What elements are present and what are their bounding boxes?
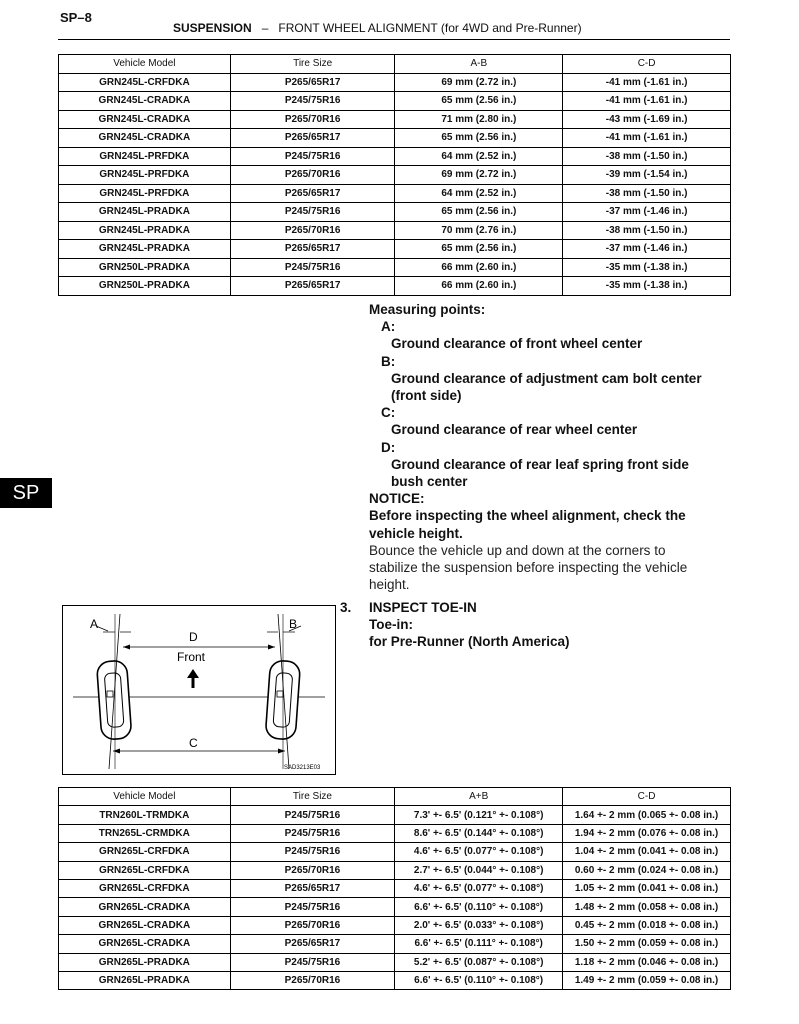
table-row: [59, 277, 731, 296]
table-cell: 1.94 +- 2 mm (0.076 +- 0.08 in.): [563, 824, 731, 842]
table-row: [59, 971, 731, 989]
table-cell: GRN250L-PRADKA: [59, 277, 231, 296]
table-cell: GRN265L-PRADKA: [59, 953, 231, 971]
table-cell: -41 mm (-1.61 in.): [563, 92, 731, 111]
label-b: B: [289, 617, 298, 631]
table-cell: P265/70R16: [230, 916, 395, 934]
point-c-label: C:: [381, 405, 396, 421]
table-cell: 64 mm (2.52 in.): [395, 184, 563, 203]
table-cell: 70 mm (2.76 in.): [395, 221, 563, 240]
table-row: [59, 824, 731, 842]
table-cell: -43 mm (-1.69 in.): [563, 110, 731, 129]
point-b-text-cont: (front side): [391, 388, 462, 404]
table-cell: P265/70R16: [230, 221, 395, 240]
table-cell: P245/75R16: [230, 824, 395, 842]
table-cell: 2.7' +- 6.5' (0.044° +- 0.108°): [395, 861, 563, 879]
table-cell: P265/65R17: [230, 935, 395, 953]
table-cell: 69 mm (2.72 in.): [395, 166, 563, 185]
column-header: Tire Size: [230, 788, 395, 806]
column-header: Vehicle Model: [59, 788, 231, 806]
label-front: Front: [177, 650, 206, 664]
table-row: [59, 203, 731, 222]
measuring-points-block: [369, 301, 729, 593]
table-cell: 65 mm (2.56 in.): [395, 203, 563, 222]
table-cell: P245/75R16: [230, 843, 395, 861]
table-cell: GRN250L-PRADKA: [59, 258, 231, 277]
table-cell: GRN245L-CRFDKA: [59, 73, 231, 92]
table-row: [59, 92, 731, 111]
table-cell: P245/75R16: [230, 92, 395, 111]
page-header: [173, 21, 582, 35]
table-row: [59, 861, 731, 879]
section-subtitle: FRONT WHEEL ALIGNMENT (for 4WD and Pre-Runner): [278, 21, 582, 35]
table-cell: 1.50 +- 2 mm (0.059 +- 0.08 in.): [563, 935, 731, 953]
table-cell: 4.6' +- 6.5' (0.077° +- 0.108°): [395, 879, 563, 897]
table-cell: 4.6' +- 6.5' (0.077° +- 0.108°): [395, 843, 563, 861]
table-cell: P265/70R16: [230, 861, 395, 879]
header-rule: [58, 39, 730, 40]
table-cell: GRN265L-CRFDKA: [59, 861, 231, 879]
toe-in-scope: for Pre-Runner (North America): [369, 634, 570, 650]
table-row: [59, 110, 731, 129]
step-number: 3.: [340, 600, 352, 615]
table-cell: 1.05 +- 2 mm (0.041 +- 0.08 in.): [563, 879, 731, 897]
table-row: [59, 258, 731, 277]
toe-in-label: Toe-in:: [369, 617, 413, 633]
table-cell: P245/75R16: [230, 953, 395, 971]
table-cell: P245/75R16: [230, 806, 395, 824]
table-cell: -35 mm (-1.38 in.): [563, 277, 731, 296]
table-cell: 1.49 +- 2 mm (0.059 +- 0.08 in.): [563, 971, 731, 989]
vehicle-height-table: [58, 54, 731, 296]
table-row: [59, 73, 731, 92]
table-cell: TRN265L-CRMDKA: [59, 824, 231, 842]
table-row: [59, 221, 731, 240]
step-title: INSPECT TOE-IN: [369, 600, 477, 615]
measuring-points-title: Measuring points:: [369, 302, 486, 317]
table-cell: GRN265L-CRFDKA: [59, 843, 231, 861]
section-title: SUSPENSION: [173, 21, 252, 35]
table-cell: 8.6' +- 6.5' (0.144° +- 0.108°): [395, 824, 563, 842]
figure-code: SAD3213E03: [284, 765, 321, 771]
table-cell: -37 mm (-1.46 in.): [563, 203, 731, 222]
point-a-label: A:: [381, 319, 396, 335]
table-cell: GRN245L-PRFDKA: [59, 166, 231, 185]
point-b-label: B:: [381, 353, 396, 369]
column-header: A+B: [395, 788, 563, 806]
notice-title: NOTICE:: [369, 491, 425, 507]
notice-bold-line-2: vehicle height.: [369, 525, 463, 541]
page-number: SP–8: [60, 10, 92, 25]
point-d-text-cont: bush center: [391, 474, 468, 490]
table-cell: GRN245L-PRADKA: [59, 221, 231, 240]
table-cell: P245/75R16: [230, 258, 395, 277]
table-cell: -39 mm (-1.54 in.): [563, 166, 731, 185]
column-header: Vehicle Model: [59, 55, 231, 74]
toe-in-diagram: [62, 605, 336, 775]
table-row: [59, 953, 731, 971]
table-cell: 5.2' +- 6.5' (0.087° +- 0.108°): [395, 953, 563, 971]
table-cell: 1.48 +- 2 mm (0.058 +- 0.08 in.): [563, 898, 731, 916]
table-cell: P265/65R17: [230, 73, 395, 92]
table-cell: 1.64 +- 2 mm (0.065 +- 0.08 in.): [563, 806, 731, 824]
column-header: C-D: [563, 788, 731, 806]
section-tab: SP: [0, 478, 52, 508]
table-cell: P265/65R17: [230, 129, 395, 148]
table-cell: -37 mm (-1.46 in.): [563, 240, 731, 259]
column-header: A-B: [395, 55, 563, 74]
table-cell: GRN265L-CRADKA: [59, 898, 231, 916]
table-cell: 66 mm (2.60 in.): [395, 258, 563, 277]
table-cell: 1.04 +- 2 mm (0.041 +- 0.08 in.): [563, 843, 731, 861]
table-row: [59, 184, 731, 203]
point-c-text: Ground clearance of rear wheel center: [391, 422, 638, 438]
table-cell: P265/70R16: [230, 971, 395, 989]
table-row: [59, 916, 731, 934]
table-cell: 66 mm (2.60 in.): [395, 277, 563, 296]
table-cell: GRN245L-CRADKA: [59, 92, 231, 111]
column-header: C-D: [563, 55, 731, 74]
table-row: [59, 898, 731, 916]
table-row: [59, 935, 731, 953]
table-cell: -41 mm (-1.61 in.): [563, 129, 731, 148]
table-cell: 1.18 +- 2 mm (0.046 +- 0.08 in.): [563, 953, 731, 971]
table-cell: -38 mm (-1.50 in.): [563, 221, 731, 240]
point-d-label: D:: [381, 439, 396, 455]
table-cell: GRN265L-PRADKA: [59, 971, 231, 989]
table-cell: GRN245L-PRADKA: [59, 240, 231, 259]
notice-body-line-3: height.: [369, 577, 410, 593]
toe-in-table: [58, 787, 731, 990]
table-cell: P265/65R17: [230, 184, 395, 203]
table-cell: GRN265L-CRADKA: [59, 935, 231, 953]
point-b-text: Ground clearance of adjustment cam bolt center: [391, 370, 702, 386]
table-cell: P265/70R16: [230, 110, 395, 129]
table-cell: TRN260L-TRMDKA: [59, 806, 231, 824]
table-cell: GRN265L-CRADKA: [59, 916, 231, 934]
table-cell: 69 mm (2.72 in.): [395, 73, 563, 92]
table-row: [59, 240, 731, 259]
table-row: [59, 879, 731, 897]
table-cell: P245/75R16: [230, 147, 395, 166]
table-cell: -35 mm (-1.38 in.): [563, 258, 731, 277]
table-header-row: [59, 55, 731, 74]
step-3-block: [369, 599, 570, 651]
label-d: D: [189, 630, 198, 644]
table-header-row: [59, 788, 731, 806]
table-cell: P245/75R16: [230, 203, 395, 222]
table-cell: 7.3' +- 6.5' (0.121° +- 0.108°): [395, 806, 563, 824]
table-cell: 6.6' +- 6.5' (0.111° +- 0.108°): [395, 935, 563, 953]
table-cell: P245/75R16: [230, 898, 395, 916]
label-a: A: [90, 617, 99, 631]
table-cell: -38 mm (-1.50 in.): [563, 147, 731, 166]
header-separator: –: [261, 21, 269, 35]
table-row: [59, 166, 731, 185]
table-row: [59, 129, 731, 148]
table-cell: GRN245L-PRADKA: [59, 203, 231, 222]
table-cell: P265/65R17: [230, 240, 395, 259]
notice-bold-line-1: Before inspecting the wheel alignment, check the: [369, 508, 686, 524]
table-cell: -38 mm (-1.50 in.): [563, 184, 731, 203]
table-cell: P265/65R17: [230, 879, 395, 897]
table-cell: 2.0' +- 6.5' (0.033° +- 0.108°): [395, 916, 563, 934]
toe-in-figure: [63, 606, 335, 774]
table-cell: GRN245L-PRFDKA: [59, 184, 231, 203]
notice-body-line-2: stabilize the suspension before inspecting the vehicle: [369, 560, 688, 576]
table-cell: P265/70R16: [230, 166, 395, 185]
table-cell: 6.6' +- 6.5' (0.110° +- 0.108°): [395, 971, 563, 989]
column-header: Tire Size: [230, 55, 395, 74]
table-cell: 71 mm (2.80 in.): [395, 110, 563, 129]
table-row: [59, 806, 731, 824]
table-cell: 65 mm (2.56 in.): [395, 129, 563, 148]
table-cell: GRN245L-CRADKA: [59, 129, 231, 148]
table-cell: GRN245L-PRFDKA: [59, 147, 231, 166]
table-cell: 6.6' +- 6.5' (0.110° +- 0.108°): [395, 898, 563, 916]
point-d-text: Ground clearance of rear leaf spring front side: [391, 456, 689, 472]
table-cell: 65 mm (2.56 in.): [395, 92, 563, 111]
table-cell: 64 mm (2.52 in.): [395, 147, 563, 166]
table-row: [59, 843, 731, 861]
table-cell: 0.45 +- 2 mm (0.018 +- 0.08 in.): [563, 916, 731, 934]
table-cell: GRN245L-CRADKA: [59, 110, 231, 129]
table-cell: P265/65R17: [230, 277, 395, 296]
table-cell: 0.60 +- 2 mm (0.024 +- 0.08 in.): [563, 861, 731, 879]
table-cell: -41 mm (-1.61 in.): [563, 73, 731, 92]
table-cell: 65 mm (2.56 in.): [395, 240, 563, 259]
point-a-text: Ground clearance of front wheel center: [391, 336, 643, 352]
label-c: C: [189, 736, 198, 750]
notice-body-line-1: Bounce the vehicle up and down at the corners to: [369, 542, 666, 558]
table-cell: GRN265L-CRFDKA: [59, 879, 231, 897]
table-row: [59, 147, 731, 166]
